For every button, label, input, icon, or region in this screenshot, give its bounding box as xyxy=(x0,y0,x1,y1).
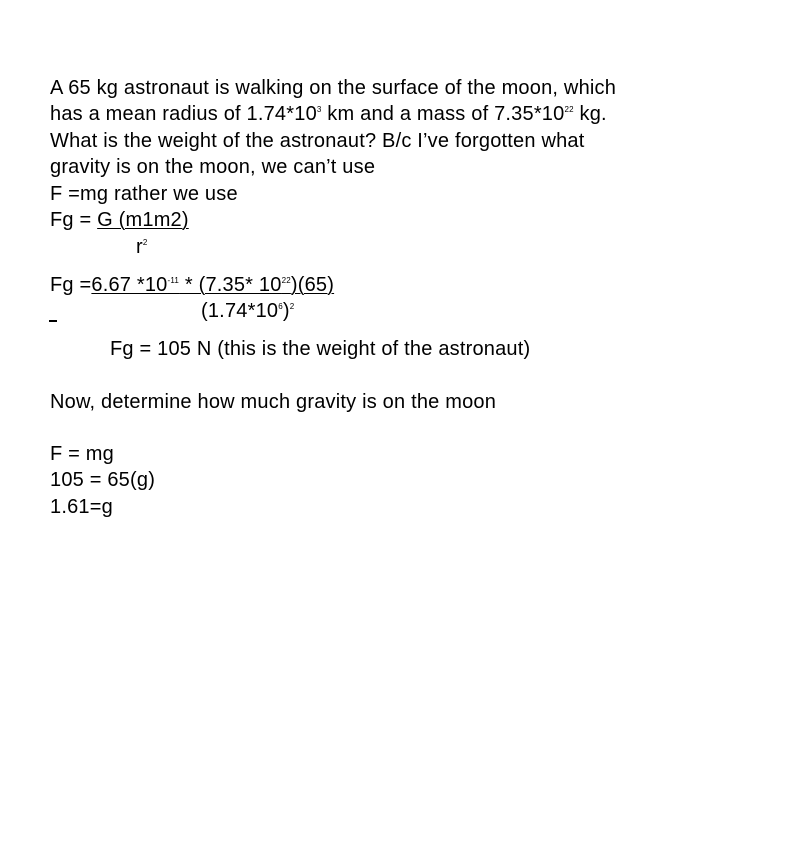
numerator-part: 6.67 *10 xyxy=(91,274,168,296)
part2-prompt xyxy=(50,389,496,415)
substitution-numerator xyxy=(91,274,334,296)
denominator-text: r xyxy=(136,236,143,258)
substitution-line xyxy=(50,272,334,298)
problem-line-4 xyxy=(50,154,375,180)
equation-text: 1.61=g xyxy=(50,496,113,518)
formula-numerator: G (m1m2) xyxy=(97,209,189,231)
problem-line-2 xyxy=(50,101,607,127)
formula-denominator xyxy=(136,234,148,260)
problem-line-5 xyxy=(50,181,238,207)
exponent: 3 xyxy=(316,105,322,114)
gravity-formula xyxy=(50,207,189,233)
equation-1 xyxy=(50,441,114,467)
exponent: -11 xyxy=(167,276,180,285)
substitution-lhs: Fg = xyxy=(50,274,92,296)
result-line xyxy=(110,336,530,362)
equation-2 xyxy=(50,467,155,493)
equation-text: F = mg xyxy=(50,443,114,465)
problem-text: What is the weight of the astronaut? B/c I’ve forgotten what xyxy=(50,130,585,152)
denominator-part: ) xyxy=(282,300,290,322)
problem-text: has a mean radius of 1.74*10 xyxy=(50,103,317,125)
problem-text: F =mg rather we use xyxy=(50,183,238,205)
stray-dash-mark xyxy=(49,320,57,322)
formula-lhs: Fg = xyxy=(50,209,98,231)
exponent: 2 xyxy=(289,302,295,311)
numerator-part: )(65) xyxy=(290,274,335,296)
denominator-part: (1.74*10 xyxy=(201,300,279,322)
problem-line-3 xyxy=(50,128,585,154)
problem-text: kg. xyxy=(573,103,607,125)
numerator-part: * (7.35* 10 xyxy=(179,274,282,296)
exponent: 22 xyxy=(564,105,574,114)
equation-3 xyxy=(50,494,113,520)
exponent: 22 xyxy=(281,276,291,285)
substitution-denominator xyxy=(201,298,294,324)
exponent: 6 xyxy=(278,302,283,311)
prompt-text: Now, determine how much gravity is on the moon xyxy=(50,391,497,413)
problem-text: km and a mass of 7.35*10 xyxy=(321,103,565,125)
result-text: Fg = 105 N (this is the weight of the astronaut) xyxy=(110,338,531,360)
problem-text: A 65 kg astronaut is walking on the surface of the moon, which xyxy=(50,77,617,99)
equation-text: 105 = 65(g) xyxy=(50,469,156,491)
problem-line-1 xyxy=(50,75,616,101)
problem-text: gravity is on the moon, we can’t use xyxy=(50,156,376,178)
exponent: 2 xyxy=(142,238,148,247)
